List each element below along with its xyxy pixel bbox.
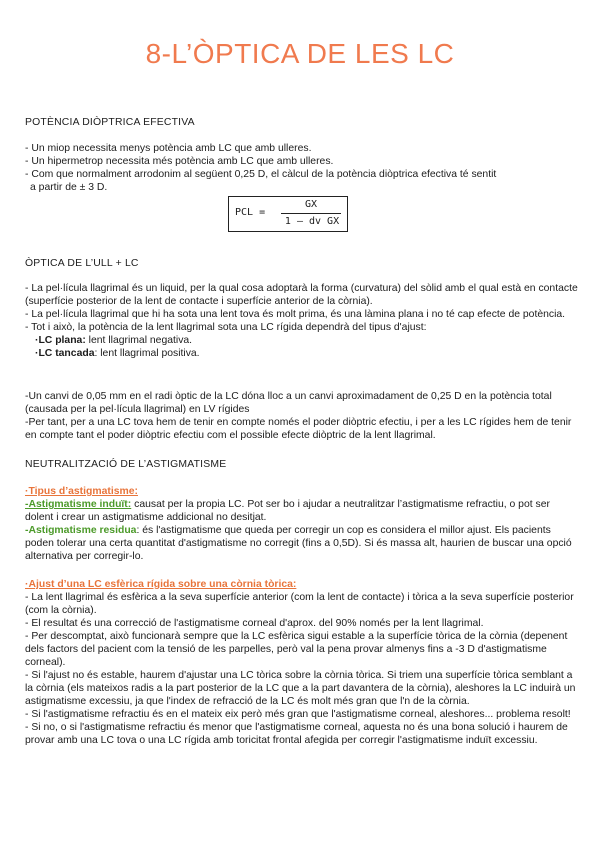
formula-lhs: PCL = [235, 207, 266, 218]
term-definition: : és l'astigmatisme que queda per corregir un cop es considera el millor ajust. Els pacients poden tolerar una certa quantitat d'astigmatisme no corregit (fins a 0,5D). Si és massa alt, haurien de buscar una opció alternativa per corregir-lo. [25, 525, 572, 562]
text-paragraph: - Si l'astigmatisme refractiu és en el mateix eix però més gran que l'astigmatisme corneal, aleshores... problema resolt! [25, 709, 571, 720]
text-paragraph: - La lent llagrimal és esfèrica a la seva superfície anterior (com la lent de contacte) i tòrica a la seva superfície posterior (com la còrnia). [25, 592, 574, 616]
text-paragraph: - Per descomptat, això funcionarà sempre que la LC esfèrica sigui estable a la superfície tòrica de la còrnia (depenent dels factors del pacient com la tensió de les parpelles, però val la pena provar almenys fins a -3 D d'astigmatisme corneal). [25, 631, 568, 668]
residual-astigmatism [25, 524, 580, 563]
list-item-label: ·LC tancada [35, 348, 95, 359]
subheading-rigid-fit: ·Ajust d’una LC esfèrica rígida sobre una còrnia tòrica: [25, 579, 297, 590]
text-paragraph: -Un canvi de 0,05 mm en el radi òptic de la LC dóna lloc a un canvi aproximadament de 0,25 D en la potència total (causada per la pel·lícula llagrimal) en LV rígides [25, 391, 552, 415]
text-line: - Un hipermetrop necessita més potència amb LC que amb ulleres. [25, 156, 334, 167]
eye-optics-paragraph [25, 282, 580, 360]
section-heading-eye-optics: ÒPTICA DE L’ULL + LC [25, 258, 139, 269]
term-label: -Astigmatisme induït: [25, 499, 132, 510]
fraction-bar [281, 213, 341, 214]
text-paragraph: - Tot i això, la potència de la lent llagrimal sota una LC rígida dependrà del tipus d'ajust: [25, 322, 427, 333]
radius-change-paragraph [25, 390, 580, 442]
text-line: - Com que normalment arrodonim al següent 0,25 D, el càlcul de la potència diòptrica efectiva té sentit [25, 169, 497, 180]
page-title: 8-L’ÒPTICA DE LES LC [145, 38, 455, 69]
effective-power-paragraph [25, 142, 580, 194]
subheading-types: ·Tipus d’astigmatisme: [25, 486, 138, 497]
text-paragraph: -Per tant, per a una LC tova hem de tenir en compte només el poder diòptric efectiu, i per a les LC rígides hem de tenir en compte tant el poder diòptric efectiu com el possible efecte diòptric de la lent llagrimal. [25, 417, 572, 441]
section-heading-effective-power: POTÈNCIA DIÒPTRICA EFECTIVA [25, 117, 195, 128]
list-item-text: lent llagrimal negativa. [85, 335, 193, 346]
term-label: -Astigmatisme residua [25, 525, 137, 536]
list-item [25, 334, 580, 347]
induced-astigmatism [25, 498, 580, 524]
text-paragraph: - Si no, o si l'astigmatisme refractiu és menor que l'astigmatisme corneal, aquesta no és una bona solució i haurem de provar amb una LC tova o una LC rígida amb toricitat frontal afegida per corregir l'astigmatisme induït excessiu. [25, 722, 568, 746]
effective-power-formula [228, 196, 348, 232]
astigmatism-types-block [25, 485, 580, 563]
list-item [25, 347, 580, 360]
formula-numerator: GX [304, 199, 318, 210]
text-paragraph: - La pel·lícula llagrimal que hi ha sota una lent tova és molt prima, és una làmina plana i no té cap efecte de potència. [25, 309, 566, 320]
formula-denominator: 1 – dv GX [284, 216, 340, 227]
text-paragraph: - El resultat és una correcció de l'astigmatisme corneal d'aprox. del 90% només per la lent llagrimal. [25, 618, 484, 629]
list-item-label: ·LC plana: [35, 335, 86, 346]
text-paragraph: - Si l'ajust no és estable, haurem d'ajustar una LC tòrica sobre la còrnia tòrica. Si triem una superfície tòrica semblant a la còrnia (els mateixos radis a la part posterior de la LC que a la part davantera de la còrnia), aleshores la LC induirà un astigmatisme excessiu, ja que l'index de refracció de la LC és molt més gran que l'n de la còrnia. [25, 670, 576, 707]
section-heading-astigmatism: NEUTRALITZACIÓ DE L’ASTIGMATISME [25, 459, 227, 470]
list-item-text: : lent llagrimal positiva. [94, 348, 200, 359]
rigid-fit-block [25, 578, 580, 747]
text-line: - Un miop necessita menys potència amb LC que amb ulleres. [25, 143, 312, 154]
term-definition: causat per la propia LC. Pot ser bo i ajudar a neutralitzar l’astigmatisme refractiu, o pot ser dolent i crear un astigmatisme addicional no desitjat. [25, 499, 550, 523]
text-paragraph: - La pel·lícula llagrimal és un liquid, per la qual cosa adoptarà la forma (curvatura) del sòlid amb el qual està en contacte (superfície posterior de la lent de contacte i superfície anterior de la còrnia). [25, 283, 578, 307]
text-line: a partir de ± 3 D. [30, 182, 108, 193]
